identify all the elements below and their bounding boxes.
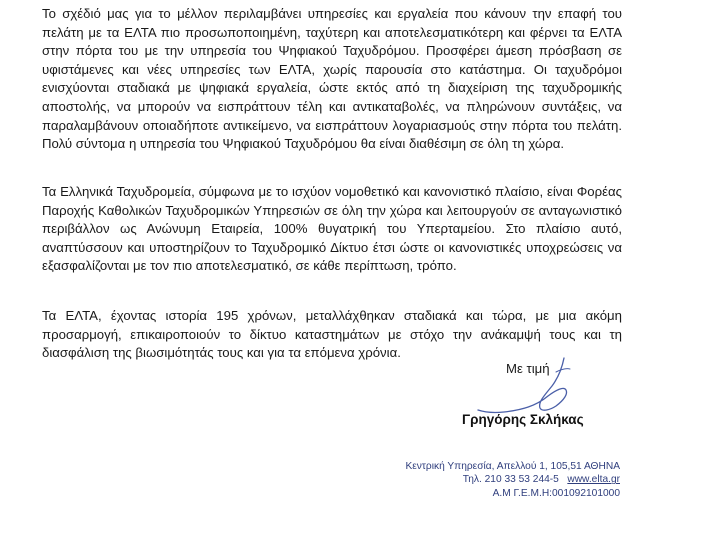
letter-paragraph-1: Το σχέδιό μας για το μέλλον περιλαμβάνει υπηρεσίες και εργαλεία που κάνουν την επαφή του πελάτη με τα ΕΛΤΑ πιο προσωποποιημένη, ταχύτερη και αποτελεσματικότερη και φέρνει τα ΕΛΤΑ στην πόρτα του με την υπηρεσία του Ψηφιακού Ταχυδρόμου. Προσφέρει άμεση πρόσβαση σε υφιστάμενες και νέες υπηρεσίες των ΕΛΤΑ, χωρίς παρουσία στο κατάστημα. Οι ταχυδρόμοι ενισχύονται σταδιακά με ψηφιακά εργαλεία, ώστε εκτός από τη διαχείριση της ταχυδρομικής αποστολής, να μπορούν να εισπράττουν τέλη και αντικαταβολές, να πληρώνουν συντάξεις, να παραλαμβάνουν οποιαδήποτε αντικείμενο, να εισπράττουν λογαριασμούς στην πόρτα του πελάτη. Πολύ σύντομα η υπηρεσία του Ψηφιακού Ταχυδρόμου θα είναι διαθέσιμη σε όλη τη χώρα. — [42, 6, 622, 152]
letter-paragraph-2: Τα Ελληνικά Ταχυδρομεία, σύμφωνα με το ισχύον νομοθετικό και κανονιστικό πλαίσιο, είναι Φορέας Παροχής Καθολικών Ταχυδρομικών Υπηρεσιών σε όλη την χώρα και λειτουργούν σε ανταγωνιστικό περιβάλλον ως Ανώνυμη Εταιρεία, 100% θυγατρική του Υπερταμείου. Στο πλαίσιο αυτό, αναπτύσσουν και υποστηρίζουν το Ταχυδρομικό Δίκτυο έτσι ώστε οι κανονιστικές υποχρεώσεις να εξασφαλίζονται με τον πιο αποτελεσματικό, σε κάθε περίπτωση, τρόπο. — [42, 184, 622, 274]
signatory-name: Γρηγόρης Σκλήκας — [462, 412, 584, 427]
footer-contact-block — [405, 460, 620, 500]
footer-phone-website — [405, 473, 620, 486]
footer-phone: Τηλ. 210 33 53 244-5 — [462, 474, 559, 486]
closing-salutation: Με τιμή — [506, 361, 550, 376]
footer-website-link[interactable]: www.elta.gr — [567, 474, 620, 486]
letter-paragraph-3: Τα ΕΛΤΑ, έχοντας ιστορία 195 χρόνων, μεταλλάχθηκαν σταδιακά και τώρα, με μια ακόμη προσαρμογή, επικαιροποιούν το δίκτυο καταστημάτων με στόχο την ανάκαμψή τους και τη διασφάλιση της βιωσιμότητάς τους και για τα επόμενα χρόνια. — [42, 308, 622, 361]
footer-address: Κεντρική Υπηρεσία, Απελλού 1, 105,51 ΑΘΗΝΑ — [405, 461, 620, 472]
footer-registry: Α.Μ Γ.Ε.Μ.Η:001092101000 — [492, 487, 620, 499]
